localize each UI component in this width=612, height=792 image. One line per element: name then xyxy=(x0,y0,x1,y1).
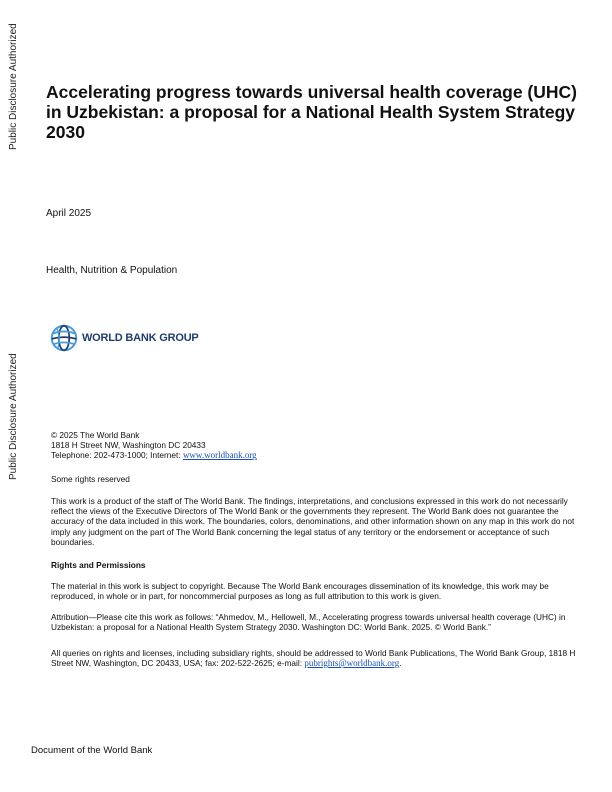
attribution-paragraph: Attribution—Please cite this work as follows: “Ahmedov, M., Hellowell, M., Accelerating progress towards universal health coverage (UHC) in Uzbekistan: a proposal for a National Health System Strategy 2030. Washington DC: World Bank. 2025. © World Bank.” xyxy=(51,612,566,633)
copyright-block xyxy=(51,430,581,461)
queries-paragraph xyxy=(51,648,581,668)
department-name: Health, Nutrition & Population xyxy=(46,265,178,276)
document-title: Accelerating progress towards universal health coverage (UHC) in Uzbekistan: a proposal for a National Health System Strategy 2030 xyxy=(46,82,577,142)
disclosure-watermark-top: Public Disclosure Authorized xyxy=(8,23,19,150)
rights-reserved: Some rights reserved xyxy=(51,474,130,484)
document-footer: Document of the World Bank xyxy=(31,745,153,756)
disclosure-watermark-bottom: Public Disclosure Authorized xyxy=(8,353,19,480)
email-link[interactable]: pubrights@worldbank.org xyxy=(304,658,400,669)
website-link[interactable]: www.worldbank.org xyxy=(182,450,257,461)
contact-line xyxy=(51,450,581,460)
queries-suffix: . xyxy=(399,658,402,669)
telephone-text: Telephone: 202-473-1000; Internet: xyxy=(51,450,183,461)
publication-date: April 2025 xyxy=(46,208,92,219)
address-line: 1818 H Street NW, Washington DC 20433 xyxy=(51,440,206,451)
queries-text: All queries on rights and licenses, including subsidiary rights, should be addressed to World Bank Publications, The World Bank Group, 1818 H Street NW, Washington, DC 20433, USA; fax: 202-522-2625; e-mail: xyxy=(51,648,576,669)
world-bank-logo xyxy=(50,324,199,352)
rights-heading: Rights and Permissions xyxy=(51,560,146,570)
disclaimer-paragraph: This work is a product of the staff of The World Bank. The findings, interpretations, and conclusions expressed in this work do not necessarily reflect the views of the Executive Directors of The World Bank or the governments they represent. The World Bank does not guarantee the accuracy of the data included in this work. The boundaries, colors, denominations, and other information shown on any map in this work do not imply any judgment on the part of The World Bank concerning the legal status of any territory or the endorsement or acceptance of such boundaries. xyxy=(51,496,575,547)
globe-icon xyxy=(50,324,78,352)
logo-text: WORLD BANK GROUP xyxy=(82,332,199,344)
copyright-paragraph: The material in this work is subject to copyright. Because The World Bank encourages dissemination of its knowledge, this work may be reproduced, in whole or in part, for noncommercial purposes as long as full attribution to this work is given. xyxy=(51,581,549,602)
copyright-line: © 2025 The World Bank xyxy=(51,430,140,440)
